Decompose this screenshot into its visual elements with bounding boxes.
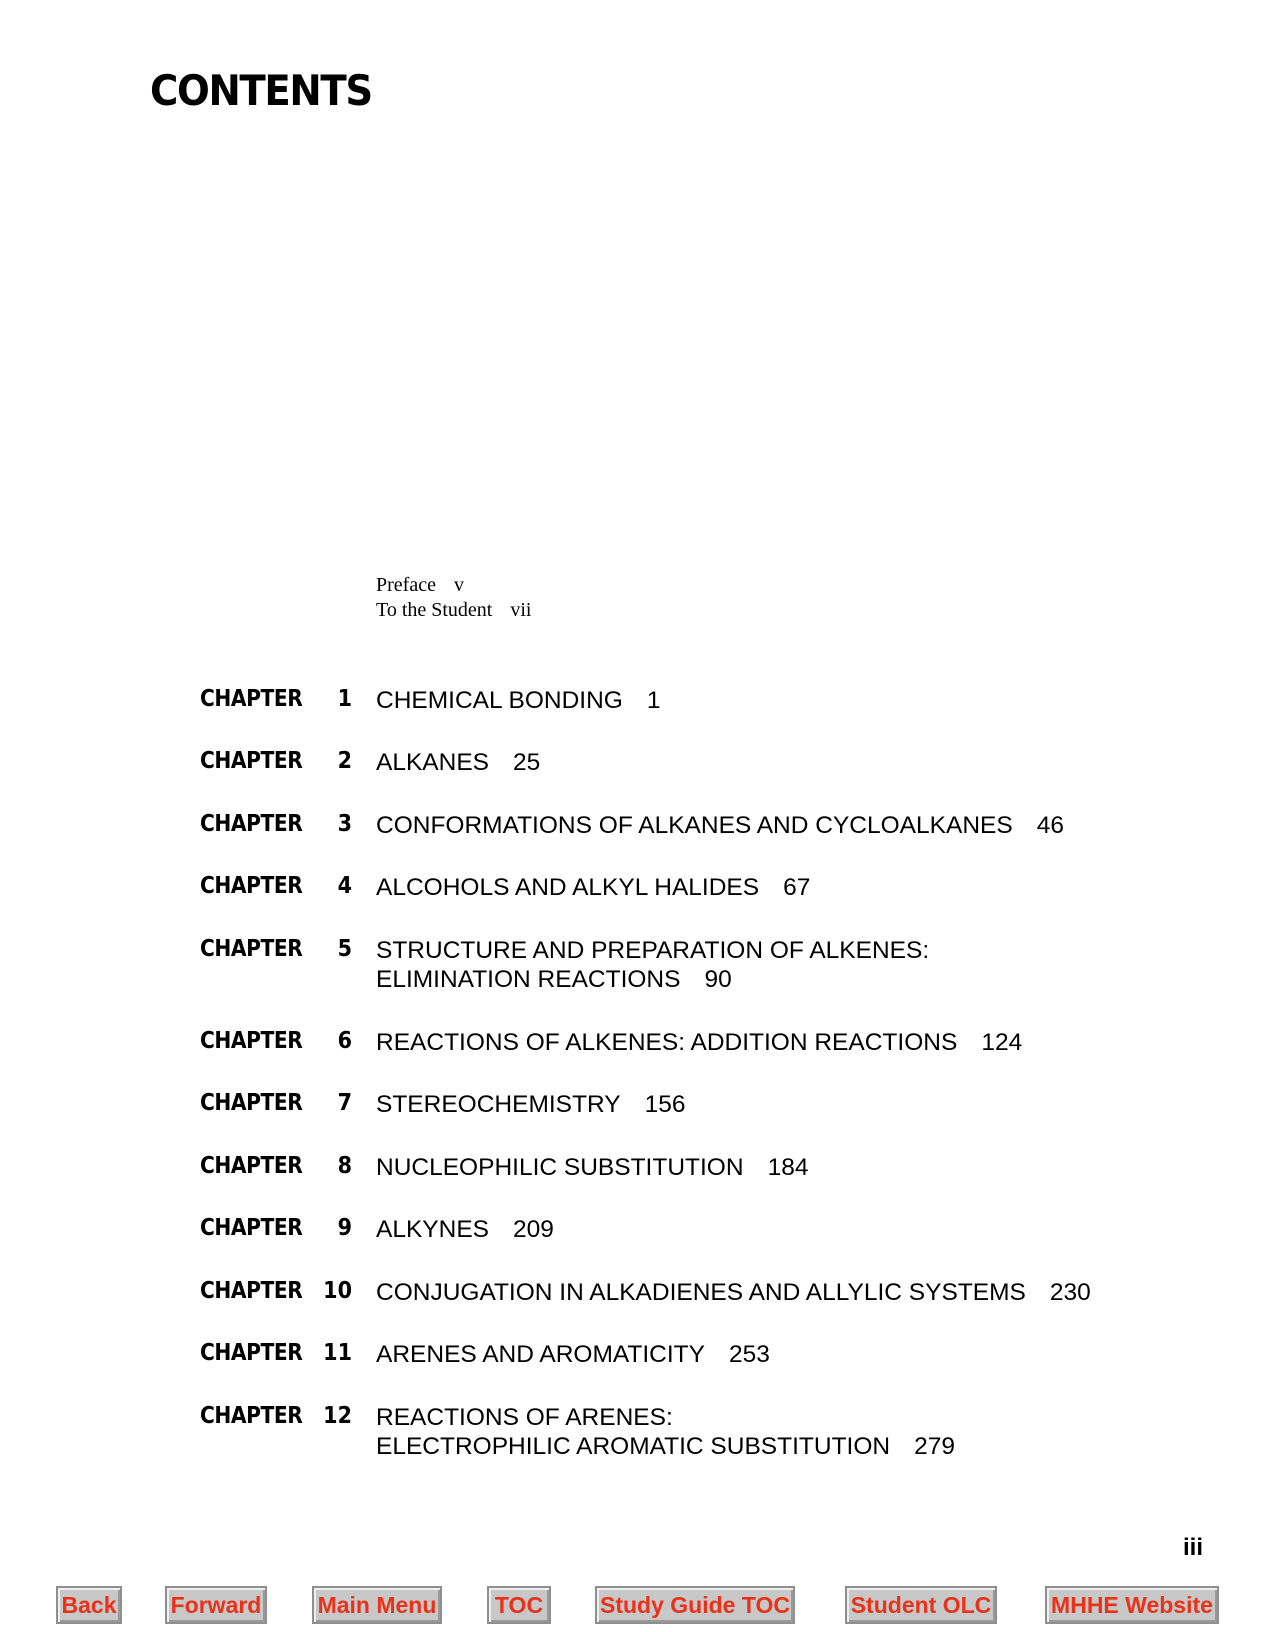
- chapter-word: CHAPTER: [200, 811, 303, 837]
- chapter-number: 4: [337, 873, 352, 899]
- page-number: iii: [1182, 1534, 1203, 1561]
- chapter-number: 2: [337, 748, 352, 774]
- chapter-number: 6: [337, 1028, 352, 1054]
- chapter-page: 156: [644, 1091, 686, 1118]
- chapter-page: 46: [1036, 812, 1064, 839]
- chapter-word: CHAPTER: [200, 936, 303, 962]
- chapter-number: 12: [323, 1403, 352, 1429]
- chapter-page: 124: [981, 1029, 1023, 1056]
- study-guide-toc-button[interactable]: Study Guide TOC: [595, 1586, 795, 1624]
- toc-button[interactable]: TOC: [487, 1586, 551, 1624]
- chapter-word: CHAPTER: [200, 873, 303, 899]
- chapter-title: ARENES AND AROMATICITY 253: [376, 1341, 770, 1368]
- chapter-word: CHAPTER: [200, 1215, 303, 1241]
- chapter-page: 279: [914, 1433, 955, 1460]
- forward-button[interactable]: Forward: [165, 1586, 267, 1624]
- chapter-title: REACTIONS OF ARENES: ELECTROPHILIC AROMATIC SUBSTITUTION 279: [376, 1404, 955, 1460]
- student-olc-button[interactable]: Student OLC: [845, 1586, 997, 1624]
- mhhe-website-button[interactable]: MHHE Website: [1045, 1586, 1219, 1624]
- front-matter-item-preface[interactable]: [376, 573, 532, 598]
- chapter-title: ALKANES 25: [376, 749, 541, 776]
- chapter-title: CHEMICAL BONDING 1: [376, 687, 661, 714]
- front-matter-label: Preface: [376, 574, 436, 596]
- front-matter-item-to-the-student[interactable]: [376, 598, 532, 623]
- chapter-page: 90: [704, 966, 732, 993]
- navigation-bar: [0, 1586, 1275, 1630]
- chapter-title: CONFORMATIONS OF ALKANES AND CYCLOALKANES 46: [376, 812, 1064, 839]
- chapter-title: ALKYNES 209: [376, 1216, 554, 1243]
- front-matter: [376, 573, 532, 623]
- chapter-word: CHAPTER: [200, 1090, 303, 1116]
- chapter-page: 253: [729, 1341, 770, 1368]
- chapter-title: REACTIONS OF ALKENES: ADDITION REACTIONS 124: [376, 1029, 1023, 1056]
- chapter-number: 5: [337, 936, 352, 962]
- chapter-title: NUCLEOPHILIC SUBSTITUTION 184: [376, 1154, 809, 1181]
- chapter-number: 1: [337, 686, 352, 712]
- chapter-title: CONJUGATION IN ALKADIENES AND ALLYLIC SYSTEMS 230: [376, 1279, 1091, 1306]
- chapter-word: CHAPTER: [200, 748, 303, 774]
- chapter-title: STRUCTURE AND PREPARATION OF ALKENES: ELIMINATION REACTIONS 90: [376, 937, 930, 993]
- front-matter-page: vii: [510, 599, 532, 621]
- chapter-page: 1: [646, 687, 661, 714]
- chapter-page: 209: [513, 1216, 554, 1243]
- chapter-page: 67: [783, 874, 811, 901]
- chapter-page: 230: [1049, 1279, 1091, 1306]
- chapter-number: 8: [337, 1153, 352, 1179]
- chapter-title: ALCOHOLS AND ALKYL HALIDES 67: [376, 874, 811, 901]
- chapter-number: 11: [323, 1340, 352, 1366]
- chapter-word: CHAPTER: [200, 1028, 303, 1054]
- back-button[interactable]: Back: [56, 1586, 122, 1624]
- chapter-word: CHAPTER: [200, 1340, 303, 1366]
- chapter-word: CHAPTER: [200, 1278, 303, 1304]
- chapter-title: STEREOCHEMISTRY 156: [376, 1091, 686, 1118]
- chapter-number: 7: [337, 1090, 352, 1116]
- chapter-word: CHAPTER: [200, 686, 303, 712]
- page-title: CONTENTS: [150, 66, 372, 115]
- main-menu-button[interactable]: Main Menu: [312, 1586, 442, 1624]
- chapter-number: 3: [337, 811, 352, 837]
- chapter-number: 9: [337, 1215, 352, 1241]
- front-matter-page: v: [453, 574, 464, 596]
- chapter-page: 184: [767, 1154, 809, 1181]
- chapter-word: CHAPTER: [200, 1403, 303, 1429]
- chapter-page: 25: [513, 749, 541, 776]
- chapter-number: 10: [323, 1278, 352, 1304]
- chapter-word: CHAPTER: [200, 1153, 303, 1179]
- front-matter-label: To the Student: [376, 599, 493, 621]
